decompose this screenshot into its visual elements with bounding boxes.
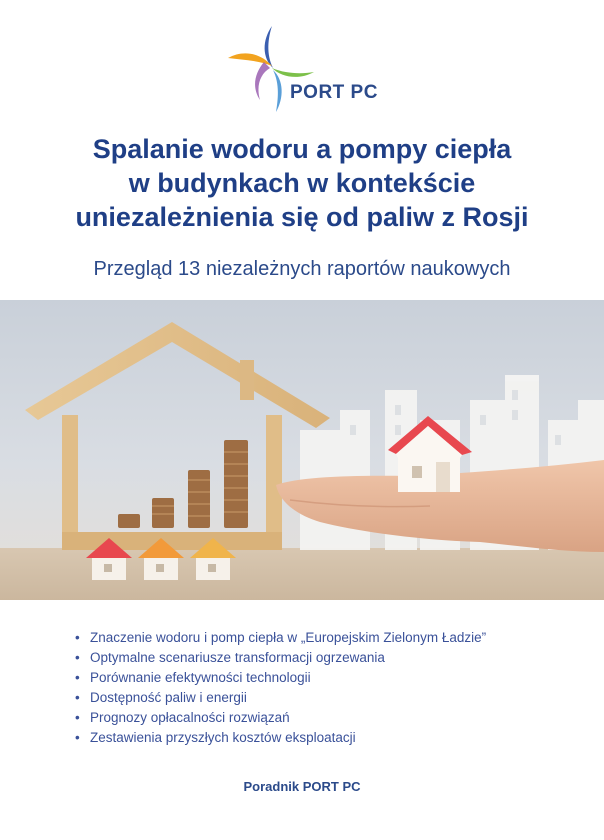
list-item: • Optymalne scenariusze transformacji ogrzewania [72,648,592,668]
feature-list [72,628,592,748]
list-item: • Zestawienia przyszłych kosztów eksploatacji [72,728,592,748]
page-title [0,132,604,234]
list-item: • Dostępność paliw i energii [72,688,592,708]
title-line-2: w budynkach w kontekście [128,168,476,198]
brand-logo [226,22,396,114]
list-item: • Znaczenie wodoru i pomp ciepła w „Europejskim Zielonym Ładzie” [72,628,592,648]
title-line-3: uniezależnienia się od paliw z Rosji [75,202,529,232]
subtitle: Przegląd 13 niezależnych raportów naukowych [93,258,511,280]
footer-label: Poradnik PORT PC [243,779,361,794]
list-item: • Prognozy opłacalności rozwiązań [72,708,592,728]
logo-text: PORT PC [290,82,378,103]
title-line-1: Spalanie wodoru a pompy ciepła [92,134,512,164]
cover-photo [0,300,604,600]
list-item: • Porównanie efektywności technologii [72,668,592,688]
